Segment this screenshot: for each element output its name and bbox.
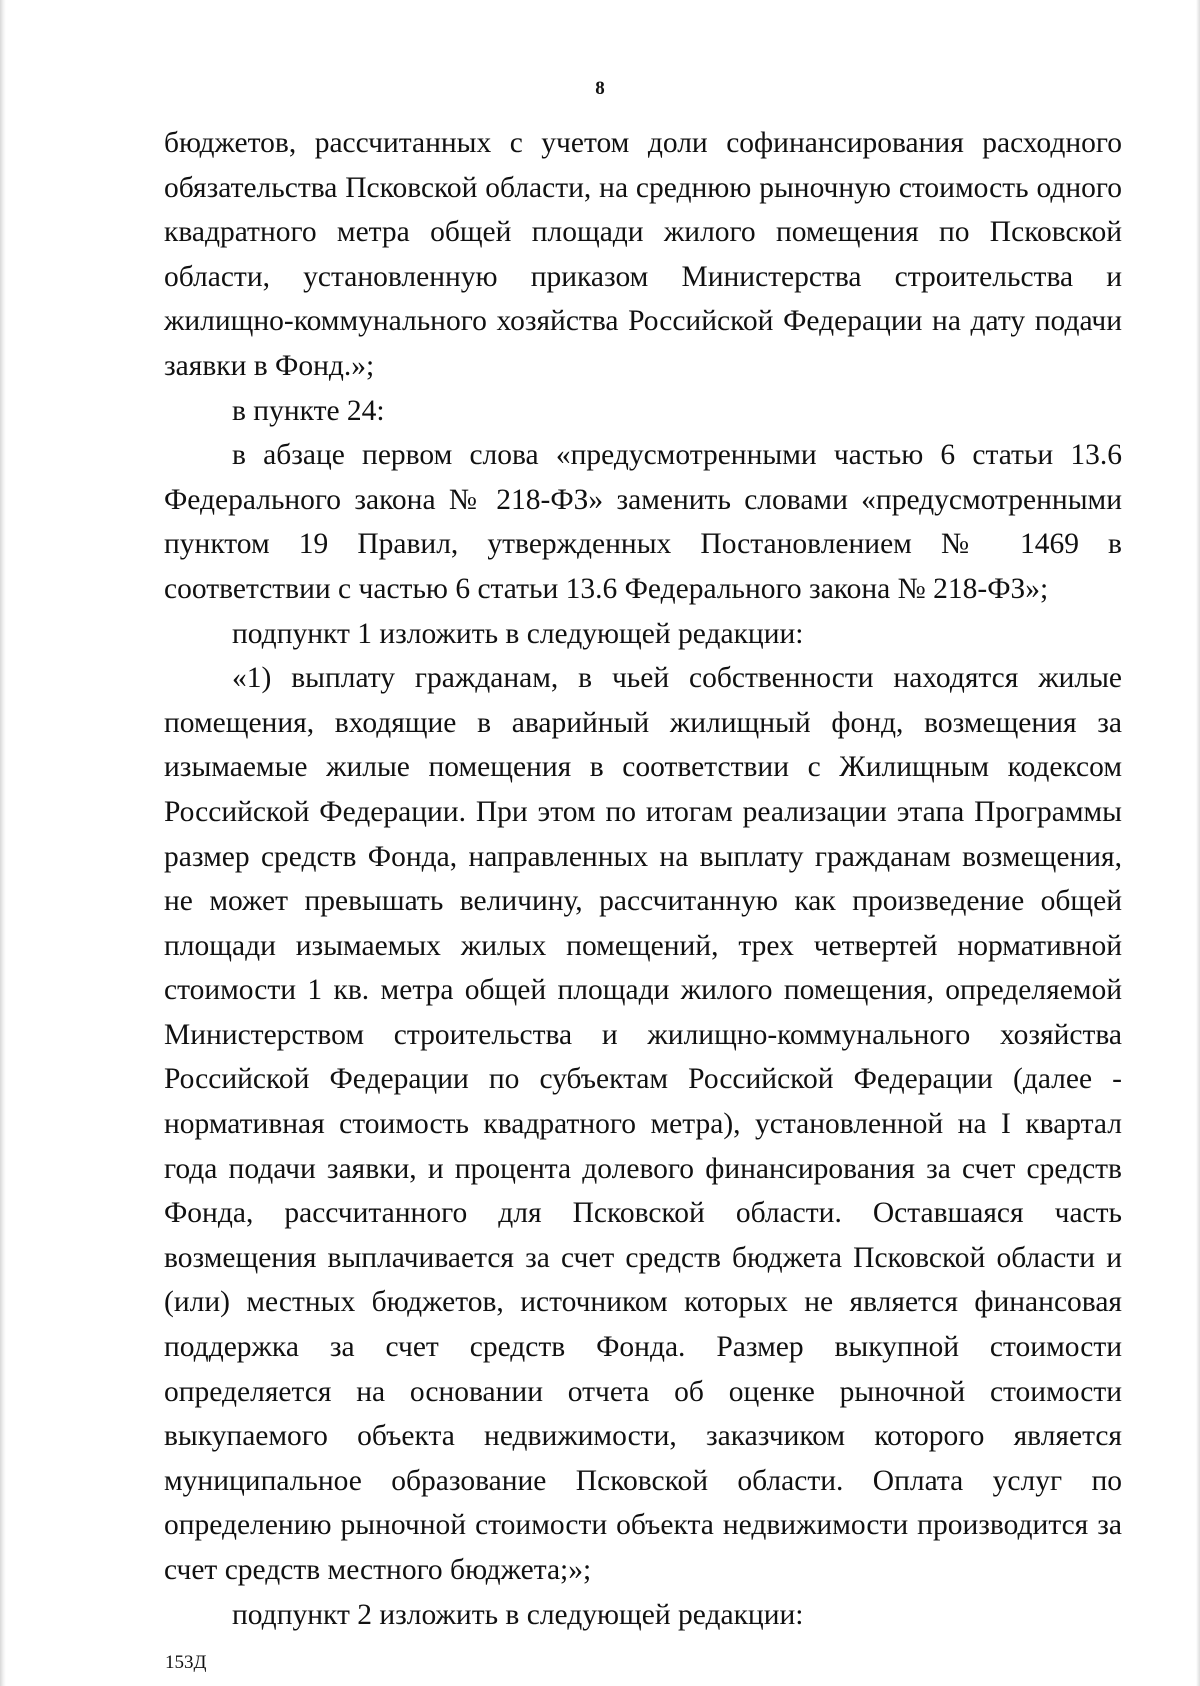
page-number: 8 <box>595 78 605 99</box>
paragraph-point-24: в пункте 24: <box>232 394 385 427</box>
footer-document-code: 153Д <box>165 1652 207 1673</box>
paragraph-subpoint-1-text: «1) выплату гражданам, в чьей собственности находятся жилые помещения, входящие в аварийный жилищный фонд, возмещения за изымаемые жилые помещения в соответствии с Жилищным кодексом Российской Федерации. При этом по итогам реализации этапа Программы размер средств Фонда, направленных на выплату гражданам возмещения, не может превышать величину, рассчитанную как произведение общей площади изымаемых жилых помещений, трех четвертей нормативной стоимости 1 кв. метра общей площади жилого помещения, определяемой Министерством строительства и жилищно-коммунального хозяйства Российской Федерации по субъектам Российской Федерации (далее - нормативная стоимость квадратного метра), установленной на I квартал года подачи заявки, и процента долевого финансирования за счет средств Фонда, рассчитанного для Псковской области. Оставшаяся часть возмещения выплачивается за счет средств бюджета Псковской области и (или) местных бюджетов, источником которых не является финансовая поддержка за счет средств Фонда. Размер выкупной стоимости определяется на основании отчета об оценке рыночной стоимости выкупаемого объекта недвижимости, заказчиком которого является муниципальное образование Псковской области. Оплата услуг по определению рыночной стоимости объекта недвижимости производится за счет средств местного бюджета;»; <box>164 662 1122 1586</box>
paragraph-continuation: бюджетов, рассчитанных с учетом доли софинансирования расходного обязательства Псковской области, на среднюю рыночную стоимость одного квадратного метра общей площади жилого помещения по Псковской области, установленную приказом Министерства строительства и жилищно-коммунального хозяйства Российской Федерации на дату подачи заявки в Фонд.»; <box>164 127 1122 382</box>
paragraph-subpoint-2-intro: подпункт 2 изложить в следующей редакции: <box>232 1598 804 1631</box>
paragraph-subpoint-1-intro: подпункт 1 изложить в следующей редакции: <box>232 617 804 650</box>
document-body <box>164 121 1122 1637</box>
scan-edge-left <box>0 0 6 1686</box>
paragraph-first-indent-amendment: в абзаце первом слова «предусмотренными частью 6 статьи 13.6 Федерального закона № 218-ФЗ» заменить словами «предусмотренными пунктом 19 Правил, утвержденных Постановлением № 1469 в соответствии с частью 6 статьи 13.6 Федерального закона № 218-ФЗ»; <box>164 439 1122 605</box>
scan-edge-right <box>1196 0 1200 1686</box>
